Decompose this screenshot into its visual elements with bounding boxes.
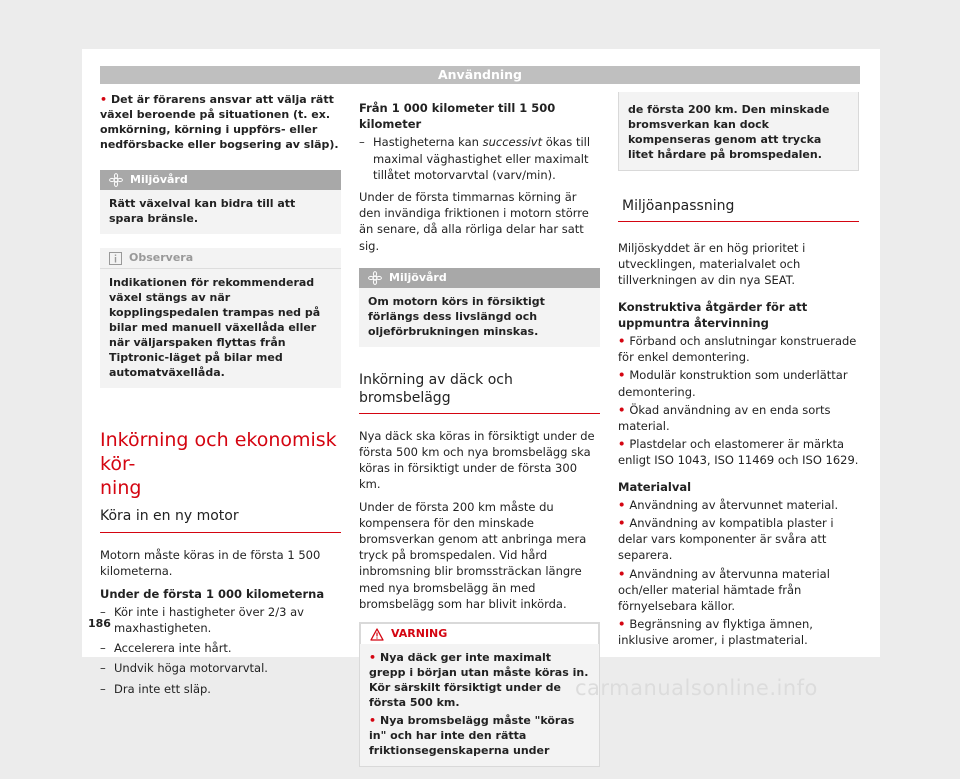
environment-box-header: Miljövård [100, 170, 341, 190]
dash-item: – Kör inte i hastigheter över 2/3 av maxhastigheten. [100, 604, 304, 636]
dash-item: – Hastigheterna kan successivt ökas till maximal väghastighet eller maximalt tillåtet motorvarvtal (varv/min). [359, 135, 591, 182]
environment-box-header: Miljövård [359, 268, 600, 288]
note-box-header: Observera [100, 248, 341, 269]
warning-box [359, 622, 600, 767]
bullet-icon: • [618, 334, 626, 349]
flower-icon [368, 271, 382, 285]
page-number: 186 [88, 617, 111, 630]
warning-box-continued: de första 200 km. Den minskade bromsverkan kan dock kompenseras genom att trycka litet hårdare på bromspedalen. [618, 92, 859, 171]
list-item: • Ökad användning av en enda sorts material. [618, 402, 831, 434]
environment-box [100, 170, 341, 234]
column-left [100, 92, 341, 697]
subheading: Köra in en ny motor [100, 508, 341, 533]
bullet-icon: • [618, 566, 626, 581]
warning-item: • Nya däck ger inte maximalt grepp i början utan måste köras in. Kör särskilt försiktigt under de första 500 km. [369, 651, 589, 710]
watermark: carmanualsonline.info [575, 676, 818, 700]
bullet-icon: • [369, 651, 377, 665]
bullet-icon: • [369, 714, 377, 728]
list-item: • Plastdelar och elastomerer är märkta enligt ISO 1043, ISO 11469 och ISO 1629. [618, 437, 859, 468]
info-icon [109, 252, 122, 265]
warning-item: • Nya bromsbelägg måste "köras in" och har inte den rätta friktionsegenskaperna under [369, 714, 575, 758]
subsection-title: Materialval [618, 479, 692, 494]
section-heading: Miljöanpassning [618, 197, 859, 222]
paragraph: Under de första timmarnas körning är den invändiga friktionen i motorn större än senare, då alla rörliga delar har satt sig. [359, 190, 589, 253]
dash-item: – Dra inte ett släp. [100, 681, 211, 696]
list-title: Under de första 1 000 kilometerna [100, 586, 325, 601]
chapter-heading: Inkörning och ekonomisk kör- ning [100, 429, 337, 499]
flower-icon [109, 173, 123, 187]
page-header: Användning [100, 66, 860, 84]
warning-box-header: VARNING [360, 623, 599, 644]
bullet-icon: • [618, 437, 626, 452]
list-item: • Förband och anslutningar konstruerade för enkel demontering. [618, 334, 857, 365]
section-heading: Inkörning av däck och bromsbelägg [359, 371, 600, 414]
list-item: • Användning av återvunna material och/eller material hämtade från förnyelsebara källor. [618, 566, 830, 614]
subsection-title: Konstruktiva åtgärder för att uppmuntra återvinning [618, 299, 808, 330]
list-item: • Användning av kompatibla plaster i delar vars komponenter är svåra att separera. [618, 516, 834, 563]
paragraph: Nya däck ska köras in försiktigt under de första 500 km och nya bromsbelägg ska köras in försiktigt under de första 300 km. [359, 428, 595, 492]
bullet-icon: • [618, 497, 626, 512]
list-item: • Begränsning av flyktiga ämnen, inklusive aromer, i plastmaterial. [618, 617, 813, 648]
column-right [618, 92, 859, 649]
environment-box-text: Om motorn körs in försiktigt förlängs dess livslängd och oljeförbrukningen minskas. [368, 294, 545, 338]
bullet-icon: • [618, 617, 626, 632]
dash-item: – Accelerera inte hårt. [100, 641, 232, 656]
list-item: • Modulär konstruktion som underlättar demontering. [618, 368, 848, 399]
bullet-icon: • [618, 516, 626, 531]
environment-box [359, 268, 600, 347]
note-box [100, 248, 341, 388]
intro-bullet: • Det är förarens ansvar att välja rätt växel beroende på situationen (t. ex. omkörning, körning i uppförs- eller nedförsbacke eller bogsering av släp). [100, 93, 339, 151]
environment-box-text: Rätt växelval kan bidra till att spara bränsle. [109, 197, 296, 225]
paragraph: Motorn måste köras in de första 1 500 kilometerna. [100, 548, 321, 579]
warning-box-text [360, 644, 599, 766]
paragraph: Under de första 200 km måste du kompensera för den minskade bromsverkan genom att anbringa mera tryck på bromspedalen. Vid hård inbromsning blir bromssträckan längre med nya bromsbelägg än med bromsbelägg som har blivit inkörda. [359, 499, 587, 611]
dash-item: – Undvik höga motorvarvtal. [100, 661, 268, 676]
list-item: • Användning av återvunnet material. [618, 497, 839, 512]
paragraph: Miljöskyddet är en hög prioritet i utvecklingen, materialvalet och tillverkningen av din nya SEAT. [618, 241, 806, 288]
warning-triangle-icon [370, 628, 384, 641]
column-middle [359, 100, 600, 779]
bullet-icon: • [100, 93, 108, 106]
bullet-icon: • [618, 368, 626, 383]
bullet-icon: • [618, 402, 626, 417]
list-title: Från 1 000 kilometer till 1 500 kilometer [359, 101, 556, 132]
note-box-text: Indikationen för rekommenderad växel stängs av när kopplingspedalen trampas ned på bilar med manuell växellåda eller när väljarspaken flyttas från Tiptronic-läget på bilar med automatväxellåda. [109, 276, 321, 379]
